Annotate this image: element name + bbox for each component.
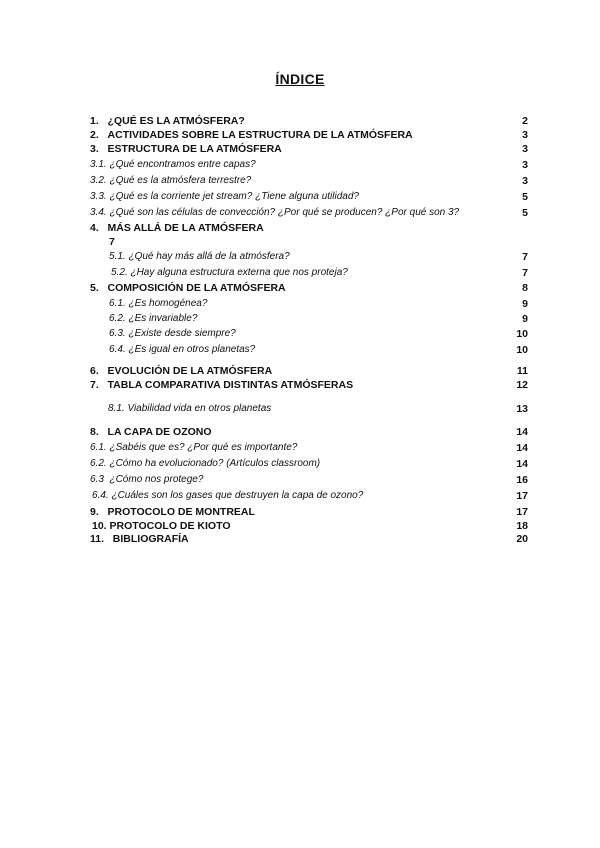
entry-text: Viabilidad vida en otros planetas — [127, 403, 272, 414]
toc-entry — [90, 207, 528, 221]
toc-entry — [90, 403, 528, 417]
toc-entry — [90, 458, 528, 472]
entry-number: 3. — [90, 143, 99, 155]
entry-text: BIBLIOGRAFÍA — [112, 533, 189, 545]
entry-number: 9. — [90, 506, 99, 518]
toc-entry — [90, 251, 528, 265]
entry-page: 11 — [516, 365, 528, 377]
toc-entry — [90, 191, 528, 205]
entry-text: ¿Qué hay más allá de la atmósfera? — [128, 251, 290, 262]
entry-page: 3 — [522, 159, 528, 171]
entry-text: ACTIVIDADES SOBRE LA ESTRUCTURA DE LA ATMÓSFERA — [107, 129, 413, 141]
entry-page: 12 — [516, 379, 528, 391]
entry-text: ¿Qué es la corriente jet stream? ¿Tiene alguna utilidad? — [109, 191, 359, 202]
toc-entry — [90, 222, 528, 236]
toc-entry — [90, 328, 528, 342]
toc-entry — [90, 344, 528, 358]
entry-number: 5.2. — [111, 267, 128, 278]
entry-number: 6.3 — [90, 474, 104, 485]
entry-text: ESTRUCTURA DE LA ATMÓSFERA — [107, 143, 282, 155]
entry-page: 9 — [522, 298, 528, 310]
toc-entry — [90, 298, 528, 312]
toc-entry — [90, 313, 528, 327]
entry-page: 10 — [516, 328, 528, 340]
entry-number: 6.4. — [109, 344, 126, 355]
entry-text: ¿Existe desde siempre? — [128, 328, 236, 339]
entry-number: 3.2. — [90, 175, 107, 186]
entry-number: 5. — [90, 282, 99, 294]
entry-number: 6. — [90, 365, 99, 377]
entry-number: 6.2. — [109, 313, 126, 324]
entry-text: ¿QUÉ ES LA ATMÓSFERA? — [107, 115, 245, 127]
entry-text: ¿Cuáles son los gases que destruyen la capa de ozono? — [111, 490, 364, 501]
entry-page: 2 — [522, 115, 528, 127]
entry-page: 8 — [522, 282, 528, 294]
entry-number: 7. — [90, 379, 99, 391]
entry-text: COMPOSICIÓN DE LA ATMÓSFERA — [107, 282, 286, 294]
entry-page: 7 — [522, 251, 528, 263]
entry-number: 6.3. — [109, 328, 126, 339]
entry-text: TABLA COMPARATIVA DISTINTAS ATMÓSFERAS — [107, 379, 354, 391]
entry-number: 3.3. — [90, 191, 107, 202]
toc-entry — [90, 442, 528, 456]
entry-text: PROTOCOLO DE KIOTO — [109, 520, 231, 532]
toc-entry — [90, 129, 528, 143]
entry-page: 14 — [516, 458, 528, 470]
entry-text: EVOLUCIÓN DE LA ATMÓSFERA — [107, 365, 273, 377]
entry-page: 17 — [516, 490, 528, 502]
entry-page: 14 — [516, 442, 528, 454]
entry-number: 4. — [90, 222, 99, 234]
entry-number: 1. — [90, 115, 99, 127]
entry-text: ¿Hay alguna estructura externa que nos proteja? — [130, 267, 348, 278]
entry-page: 3 — [522, 143, 528, 155]
toc-entry — [90, 520, 528, 534]
entry-page: 5 — [522, 191, 528, 203]
toc-entry — [90, 490, 528, 504]
entry-number: 11. — [90, 533, 105, 545]
toc-entry — [90, 282, 528, 296]
entry-page: 16 — [516, 474, 528, 486]
entry-page: 20 — [516, 533, 528, 545]
entry-number: 8.1. — [108, 403, 125, 414]
entry-text: ¿Es homogénea? — [128, 298, 208, 309]
toc-entry — [90, 426, 528, 440]
entry-number: 6.1. — [90, 442, 107, 453]
entry-number: 6.1. — [109, 298, 126, 309]
entry-text: PROTOCOLO DE MONTREAL — [107, 506, 255, 518]
entry-text: ¿Cómo ha evolucionado? (Artículos classroom) — [109, 458, 321, 469]
toc-entry — [90, 115, 528, 129]
entry-page: 5 — [522, 207, 528, 219]
entry-page: 3 — [522, 129, 528, 141]
entry-page: 18 — [516, 520, 528, 532]
toc-entry — [90, 175, 528, 189]
entry-page: 17 — [516, 506, 528, 518]
entry-text: ¿Sabéis que es? ¿Por qué es importante? — [109, 442, 298, 453]
entry-number: 6.2. — [90, 458, 107, 469]
entry-text: LA CAPA DE OZONO — [107, 426, 212, 438]
entry-number: 10. — [92, 520, 107, 532]
entry-text: ¿Qué encontramos entre capas? — [109, 159, 256, 170]
entry-text: ¿Es invariable? — [128, 313, 198, 324]
entry-page: 7 — [522, 267, 528, 279]
toc-entry — [90, 533, 528, 547]
toc-entry — [90, 474, 528, 488]
entry-page: 7 — [109, 236, 115, 248]
entry-number: 5.1. — [109, 251, 126, 262]
toc-entry — [90, 159, 528, 173]
entry-text: ¿Qué son las células de convección? ¿Por qué se producen? ¿Por qué son 3? — [109, 207, 460, 218]
toc-entry — [90, 379, 528, 393]
entry-number: 8. — [90, 426, 99, 438]
entry-page: 14 — [516, 426, 528, 438]
entry-number: 3.1. — [90, 159, 107, 170]
toc-entry — [90, 365, 528, 379]
entry-page: 3 — [522, 175, 528, 187]
entry-text: MÁS ALLÁ DE LA ATMÓSFERA — [107, 222, 264, 234]
entry-page: 10 — [516, 344, 528, 356]
index-title: ÍNDICE — [275, 71, 325, 87]
entry-page: 13 — [516, 403, 528, 415]
toc-entry — [90, 143, 528, 157]
entry-text: ¿Qué es la atmósfera terrestre? — [109, 175, 252, 186]
entry-text: ¿Es igual en otros planetas? — [128, 344, 256, 355]
entry-number: 2. — [90, 129, 99, 141]
entry-number: 6.4. — [92, 490, 109, 501]
entry-page: 9 — [522, 313, 528, 325]
entry-number: 3.4. — [90, 207, 107, 218]
toc-entry — [90, 506, 528, 520]
toc-entry — [90, 267, 528, 281]
entry-text: ¿Cómo nos protege? — [109, 474, 204, 485]
